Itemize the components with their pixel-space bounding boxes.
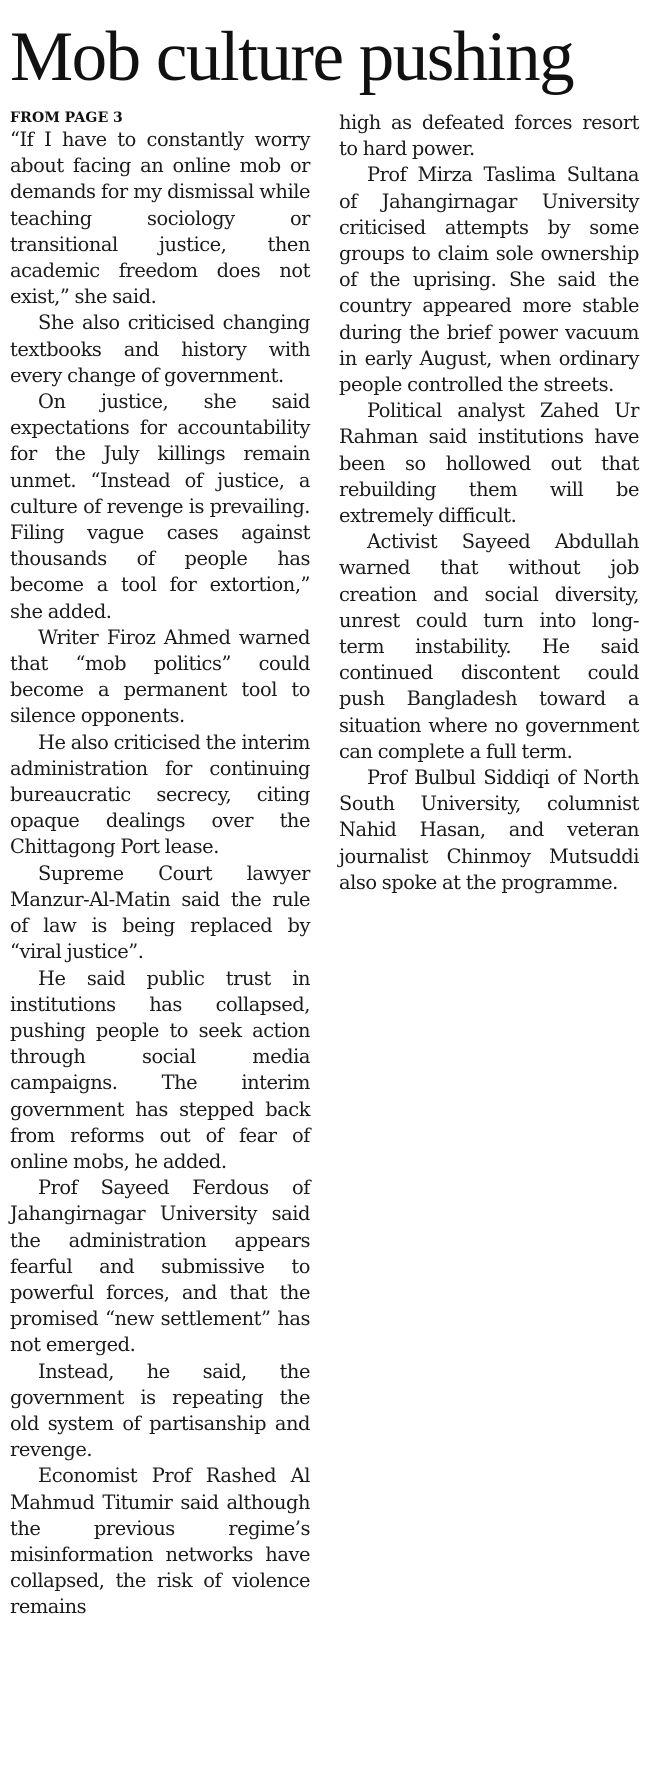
- paragraph: She also criticised changing textbooks and history with every change of government.: [10, 311, 310, 387]
- paragraph: Supreme Court lawyer Manzur-Al-Matin said the rule of law is being replaced by “viral justice”.: [10, 861, 310, 964]
- paragraph: On justice, she said expectations for accountability for the July killings remain unmet. “Instead of justice, a culture of revenge is prevailing. Filing vague cases against thousands of people has become a tool for extortion,” she added.: [10, 390, 310, 623]
- paragraph: Prof Bulbul Siddiqi of North South University, columnist Nahid Hasan, and veteran journalist Chinmoy Mutsuddi also spoke at the programme.: [339, 766, 639, 894]
- dateline: FROM PAGE 3: [10, 110, 123, 126]
- headline: Mob culture pushing: [10, 18, 574, 96]
- paragraph: “If I have to constantly worry about facing an online mob or demands for my dismissal while teaching sociology or transitional justice, then academic freedom does not exist,” she said.: [10, 128, 310, 309]
- paragraph: high as defeated forces resort to hard power.: [339, 111, 639, 161]
- paragraph: Prof Sayeed Ferdous of Jahangirnagar University said the administration appears fearful and submissive to powerful forces, and that the promised “new settlement” has not emerged.: [10, 1176, 310, 1357]
- paragraph: Writer Firoz Ahmed warned that “mob politics” could become a permanent tool to silence opponents.: [10, 625, 310, 728]
- paragraph: Political analyst Zahed Ur Rahman said institutions have been so hollowed out that rebuilding them will be extremely difficult.: [339, 399, 639, 528]
- paragraph: Instead, he said, the government is repeating the old system of partisanship and revenge.: [10, 1359, 310, 1462]
- paragraph: Economist Prof Rashed Al Mahmud Titumir said although the previous regime’s misinformation networks have collapsed, the risk of violence remains: [10, 1464, 310, 1619]
- paragraph: Activist Sayeed Abdullah warned that without job creation and social diversity, unrest could turn into long-term instability. He said continued discontent could push Bangladesh toward a situation where no government can complete a full term.: [339, 530, 639, 763]
- paragraph: He said public trust in institutions has collapsed, pushing people to seek action through social media campaigns. The interim government has stepped back from reforms out of fear of online mobs, he added.: [10, 966, 310, 1173]
- right-column: [339, 110, 639, 896]
- article-body: [10, 110, 640, 1780]
- paragraph: He also criticised the interim administration for continuing bureaucratic secrecy, citing opaque dealings over the Chittagong Port lease.: [10, 730, 310, 859]
- paragraph: Prof Mirza Taslima Sultana of Jahangirnagar University criticised attempts by some groups to claim sole ownership of the uprising. She said the country appeared more stable during the brief power vacuum in early August, when ordinary people controlled the streets.: [339, 163, 639, 397]
- left-column: [10, 110, 310, 1621]
